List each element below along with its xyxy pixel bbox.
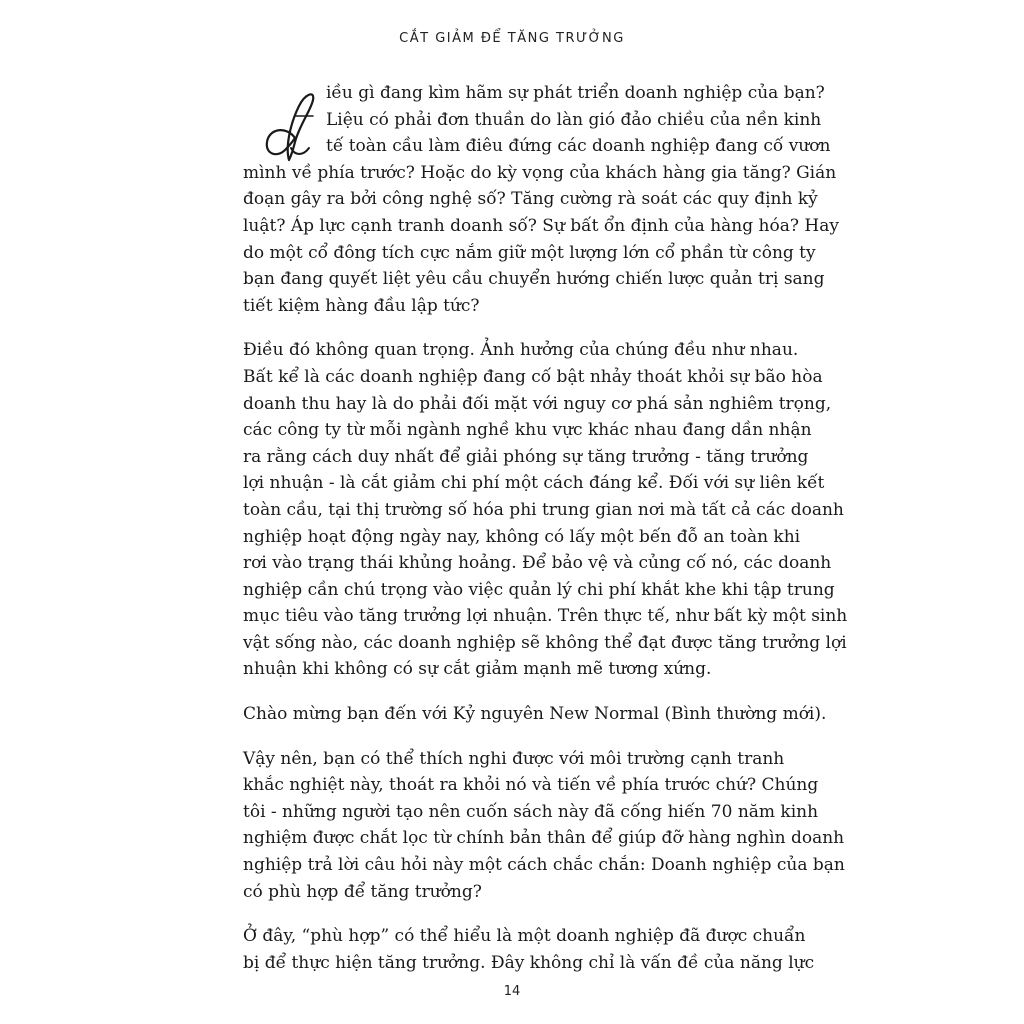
- text-line: toàn cầu, tại thị trường số hóa phi trung gian nơi mà tất cả các doanh: [243, 499, 844, 520]
- text-line: do một cổ đông tích cực nắm giữ một lượng lớn cổ phần từ công ty: [243, 242, 816, 263]
- text-line: Vậy nên, bạn có thể thích nghi được với môi trường cạnh tranh: [243, 748, 785, 769]
- text-line: tôi - những người tạo nên cuốn sách này đã cống hiến 70 năm kinh: [243, 801, 819, 822]
- paragraph-5: [243, 923, 815, 976]
- calligraphic-d-dropcap-icon: [255, 86, 325, 166]
- text-line: tiết kiệm hàng đầu lập tức?: [243, 295, 480, 316]
- text-line: nghiệm được chắt lọc từ chính bản thân để giúp đỡ hàng nghìn doanh: [243, 828, 845, 849]
- text-line: iều gì đang kìm hãm sự phát triển doanh nghiệp của bạn?: [326, 83, 825, 103]
- text-line: Điều đó không quan trọng. Ảnh hưởng của chúng đều như nhau.: [243, 340, 799, 361]
- text-line: vật sống nào, các doanh nghiệp sẽ không thể đạt được tăng trưởng lợi: [243, 632, 847, 653]
- text-line: có phù hợp để tăng trưởng?: [243, 881, 482, 902]
- text-line: Ở đây, “phù hợp” có thể hiểu là một doanh nghiệp đã được chuẩn: [243, 926, 806, 947]
- text-line: Chào mừng bạn đến với Kỷ nguyên New Normal (Bình thường mới).: [243, 704, 827, 725]
- text-line: các công ty từ mỗi ngành nghề khu vực khác nhau đang dần nhận: [243, 420, 812, 441]
- paragraph-2: [243, 337, 848, 683]
- text-line: bạn đang quyết liệt yêu cầu chuyển hướng chiến lược quản trị sang: [243, 269, 825, 290]
- text-line: nghiệp trả lời câu hỏi này một cách chắc chắn: Doanh nghiệp của bạn: [243, 855, 845, 876]
- text-line: ra rằng cách duy nhất để giải phóng sự tăng trưởng - tăng trưởng: [243, 446, 809, 467]
- text-line: khắc nghiệt này, thoát ra khỏi nó và tiến về phía trước chứ? Chúng: [243, 775, 819, 796]
- text-line: lợi nhuận - là cắt giảm chi phí một cách đáng kể. Đối với sự liên kết: [243, 473, 825, 494]
- text-line: nghiệp cần chú trọng vào việc quản lý chi phí khắt khe khi tập trung: [243, 579, 835, 600]
- text-line: bị để thực hiện tăng trưởng. Đây không chỉ là vấn đề của năng lực: [243, 952, 815, 973]
- paragraph-1: [243, 80, 839, 319]
- body-text: [243, 80, 848, 994]
- text-line: Bất kể là các doanh nghiệp đang cố bật nhảy thoát khỏi sự bão hòa: [243, 366, 823, 387]
- running-header-title: CẮT GIẢM ĐỂ TĂNG TRƯỞNG: [399, 31, 625, 46]
- text-line: nghiệp hoạt động ngày nay, không có lấy một bến đỗ an toàn khi: [243, 526, 801, 547]
- text-line: rơi vào trạng thái khủng hoảng. Để bảo vệ và củng cố nó, các doanh: [243, 553, 832, 574]
- text-line: nhuận khi không có sự cắt giảm mạnh mẽ tương xứng.: [243, 659, 712, 680]
- text-line: mục tiêu vào tăng trưởng lợi nhuận. Trên thực tế, như bất kỳ một sinh: [243, 606, 848, 627]
- text-line: doanh thu hay là do phải đối mặt với nguy cơ phá sản nghiêm trọng,: [243, 393, 832, 414]
- page-number: 14: [503, 984, 521, 999]
- text-line: luật? Áp lực cạnh tranh doanh số? Sự bất ổn định của hàng hóa? Hay: [243, 215, 839, 236]
- text-line: tế toàn cầu làm điêu đứng các doanh nghiệp đang cố vươn: [326, 136, 831, 157]
- text-line: mình về phía trước? Hoặc do kỳ vọng của khách hàng gia tăng? Gián: [243, 162, 837, 183]
- paragraph-3: [243, 701, 827, 728]
- text-line: Liệu có phải đơn thuần do làn gió đảo chiều của nền kinh: [326, 109, 822, 130]
- text-line: đoạn gây ra bởi công nghệ số? Tăng cường rà soát các quy định kỷ: [243, 189, 818, 210]
- paragraph-4: [243, 746, 845, 906]
